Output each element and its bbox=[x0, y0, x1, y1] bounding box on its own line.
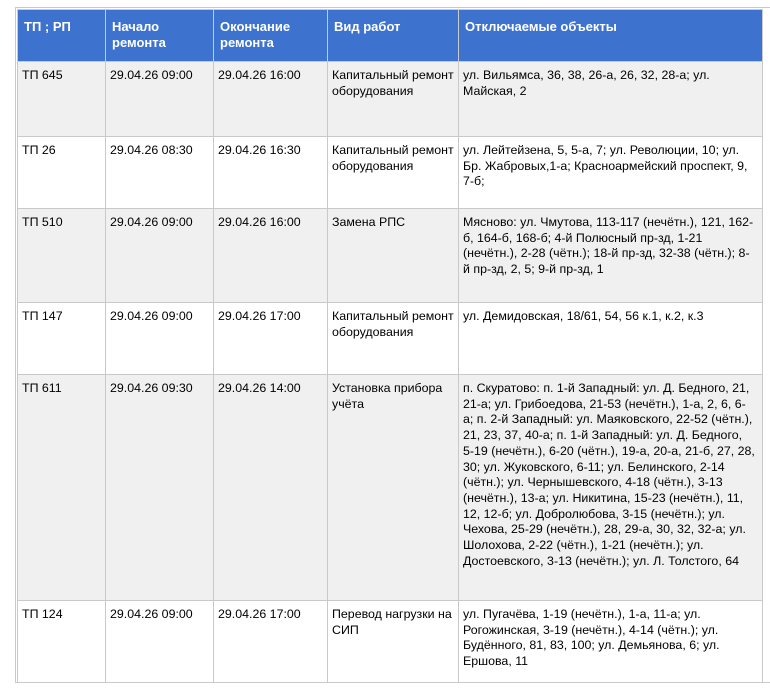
header-objects: Отключаемые объекты bbox=[459, 10, 763, 62]
cell-start: 29.04.26 09:00 bbox=[106, 303, 214, 375]
outage-table bbox=[17, 9, 763, 683]
table-row bbox=[18, 137, 763, 209]
header-start: Начало ремонта bbox=[106, 10, 214, 62]
outage-table-container bbox=[15, 7, 770, 683]
cell-start: 29.04.26 09:00 bbox=[106, 601, 214, 684]
cell-work-type: Капитальный ремонт оборудования bbox=[328, 303, 459, 375]
cell-end: 29.04.26 16:00 bbox=[214, 209, 328, 303]
cell-work-type: Капитальный ремонт оборудования bbox=[328, 137, 459, 209]
table-row bbox=[18, 303, 763, 375]
table-row bbox=[18, 62, 763, 137]
cell-objects: п. Скуратово: п. 1-й Западный: ул. Д. Бедного, 21, 21-а; ул. Грибоедова, 21-53 (нечётн.), 1-а, 2, 6, 6-а; п. 2-й Западный: ул. Маяковского, 22-52 (чётн.), 21, 23, 37, 40-а; п. 1-й Западный: ул. Д. Бедного, 5-19 (нечётн.), 6-20 (чётн.), 19-а, 20-а, 21-б, 27, 28, 30; ул. Жуковского, 6-11; ул. Белинского, 2-14 (чётн.); ул. Чернышевского, 4-18 (чётн.), 3-13 (нечётн.), 13-а; ул. Никитина, 15-23 (нечётн.), 11, 12, 12-б; ул. Добролюбова, 3-15 (нечётн.); ул. Чехова, 25-29 (нечётн.), 28, 29-а, 30, 32, 32-а; ул. Шолохова, 2-22 (чётн.), 1-21 (нечётн.); ул. Достоевского, 3-13 (нечётн.); ул. Л. Толстого, 64 bbox=[459, 375, 763, 601]
cell-start: 29.04.26 08:30 bbox=[106, 137, 214, 209]
cell-start: 29.04.26 09:00 bbox=[106, 62, 214, 137]
cell-end: 29.04.26 16:00 bbox=[214, 62, 328, 137]
cell-tp: ТП 611 bbox=[18, 375, 106, 601]
cell-start: 29.04.26 09:00 bbox=[106, 209, 214, 303]
cell-objects: ул. Лейтейзена, 5, 5-а, 7; ул. Революции, 10; ул. Бр. Жабровых,1-а; Красноармейский проспект, 9, 7-б; bbox=[459, 137, 763, 209]
header-end: Окончание ремонта bbox=[214, 10, 328, 62]
cell-objects: ул. Пугачёва, 1-19 (нечётн.), 1-а, 11-а; ул. Рогожинская, 3-19 (нечётн.), 4-14 (чётн.); ул. Будённого, 81, 83, 100; ул. Демьянова, 6; ул. Ершова, 11 bbox=[459, 601, 763, 684]
table-row bbox=[18, 209, 763, 303]
cell-end: 29.04.26 17:00 bbox=[214, 601, 328, 684]
cell-work-type: Капитальный ремонт оборудования bbox=[328, 62, 459, 137]
cell-tp: ТП 510 bbox=[18, 209, 106, 303]
cell-end: 29.04.26 16:30 bbox=[214, 137, 328, 209]
cell-tp: ТП 26 bbox=[18, 137, 106, 209]
header-work-type: Вид работ bbox=[328, 10, 459, 62]
cell-end: 29.04.26 17:00 bbox=[214, 303, 328, 375]
cell-objects: Мясново: ул. Чмутова, 113-117 (нечётн.), 121, 162-б, 164-б, 168-б; 4-й Полюсный пр-зд, 1-21 (нечётн.), 2-28 (чётн.); 18-й пр-зд, 32-38 (чётн.); 8-й пр-зд, 2, 5; 9-й пр-зд, 1 bbox=[459, 209, 763, 303]
table-header-row bbox=[18, 10, 763, 62]
cell-start: 29.04.26 09:30 bbox=[106, 375, 214, 601]
cell-tp: ТП 124 bbox=[18, 601, 106, 684]
cell-work-type: Замена РПС bbox=[328, 209, 459, 303]
header-tp: ТП ; РП bbox=[18, 10, 106, 62]
cell-end: 29.04.26 14:00 bbox=[214, 375, 328, 601]
cell-tp: ТП 147 bbox=[18, 303, 106, 375]
cell-tp: ТП 645 bbox=[18, 62, 106, 137]
cell-work-type: Перевод нагрузки на СИП bbox=[328, 601, 459, 684]
cell-work-type: Установка прибора учёта bbox=[328, 375, 459, 601]
table-row bbox=[18, 601, 763, 684]
table-row bbox=[18, 375, 763, 601]
cell-objects: ул. Демидовская, 18/61, 54, 56 к.1, к.2, к.3 bbox=[459, 303, 763, 375]
cell-objects: ул. Вильямса, 36, 38, 26-а, 26, 32, 28-а; ул. Майская, 2 bbox=[459, 62, 763, 137]
